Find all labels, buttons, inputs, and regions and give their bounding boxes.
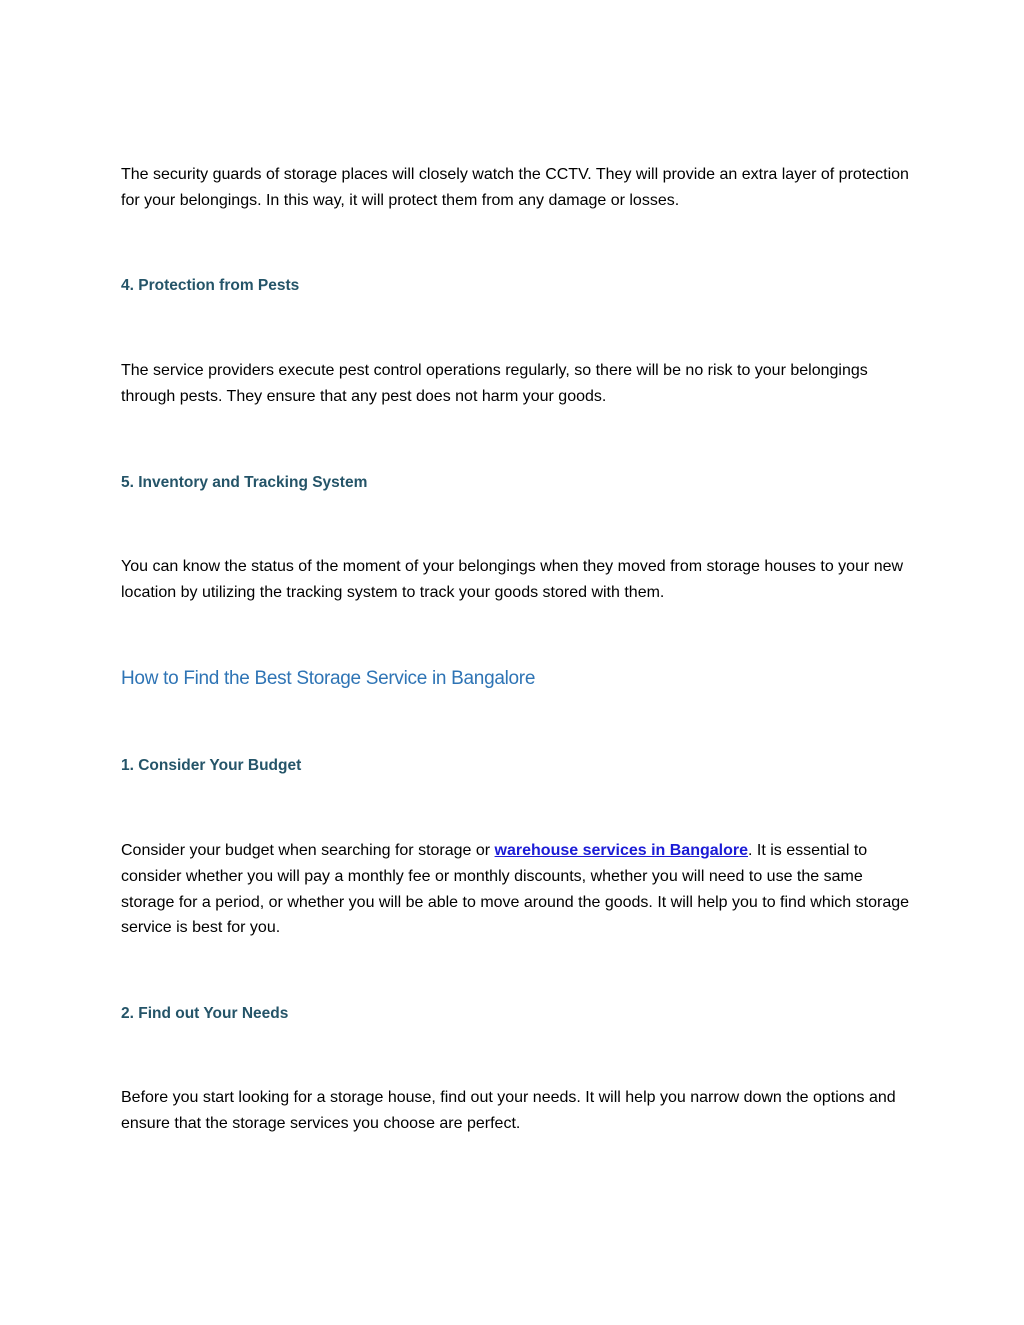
heading-consider-budget: 1. Consider Your Budget — [121, 757, 302, 774]
paragraph-find-out-needs: Before you start looking for a storage house, find out your needs. It will help you narrow down the options and ensure that the storage services you choose are perfect. — [121, 1089, 896, 1132]
heading-how-to-find-storage: How to Find the Best Storage Service in Bangalore — [121, 668, 536, 689]
heading-find-out-needs: 2. Find out Your Needs — [121, 1005, 289, 1022]
warehouse-services-link[interactable]: warehouse services in Bangalore — [494, 842, 748, 859]
budget-text-before-link: Consider your budget when searching for storage or — [121, 842, 495, 859]
paragraph-pest-control: The service providers execute pest control operations regularly, so there will be no risk to your belongings through pests. They ensure that any pest does not harm your goods. — [121, 362, 868, 405]
paragraph-cctv-security: The security guards of storage places will closely watch the CCTV. They will provide an extra layer of protection for your belongings. In this way, it will protect them from any damage or losses. — [121, 166, 909, 209]
paragraph-consider-budget — [121, 838, 911, 941]
paragraph-tracking-system: You can know the status of the moment of your belongings when they moved from storage houses to your new location by utilizing the tracking system to track your goods stored with them. — [121, 558, 904, 601]
heading-inventory-tracking: 5. Inventory and Tracking System — [121, 474, 368, 491]
budget-text-after-link: . It is essential to consider whether you will pay a monthly fee or monthly discounts, whether you will need to use the same storage for a period, or whether you will be able to move around the goods. It will help you to find which storage service is best for you. — [121, 842, 910, 937]
heading-protection-from-pests: 4. Protection from Pests — [121, 277, 300, 294]
